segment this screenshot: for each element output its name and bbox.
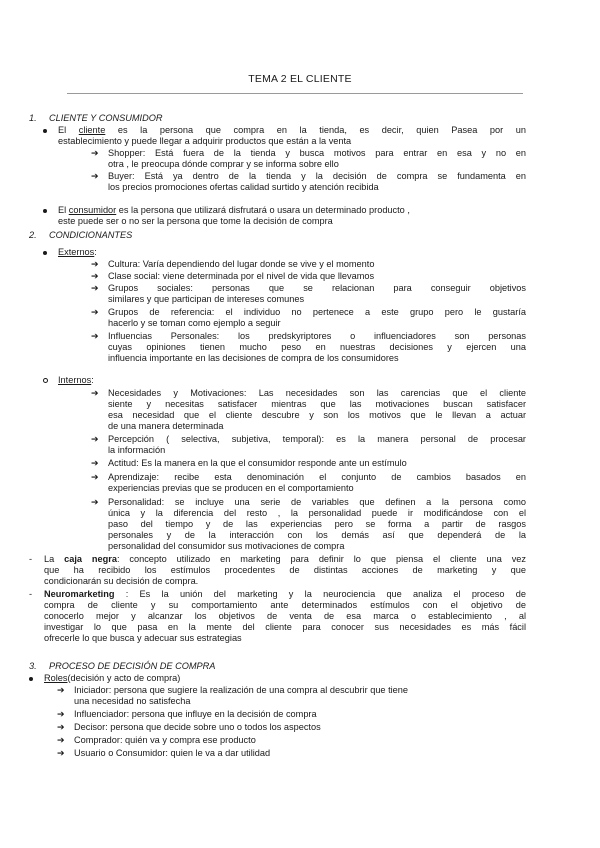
usuario-line: Usuario o Consumidor: quien le va a dar utilidad (74, 748, 271, 758)
arrow-icon: ➔ (91, 458, 99, 468)
cliente-term: cliente (78, 125, 106, 135)
percepcion-line-2: la información (108, 445, 166, 455)
necesidades-line-2: siente y necesitas satisfacer mientras que las motivaciones buscan satisfacer (108, 399, 526, 409)
externos-label: Externos: (58, 247, 97, 257)
dash-marker: - (29, 589, 33, 599)
consumidor-line-1: El consumidor es la persona que utilizará disfrutará o usara un determinado producto , (58, 205, 410, 215)
necesidades-line-1: Necesidades y Motivaciones: Las necesidades son las carencias que el cliente (108, 388, 526, 398)
neuromarketing-line-5: ofrecerle lo que busca y adecuar sus estrategias (44, 633, 242, 643)
cliente-line-1: El cliente es la persona que compra en la tienda, es decir, quien Pasea por un (58, 125, 526, 135)
cultura-line: Cultura: Varía dependiendo del lugar donde se vive y el momento (108, 259, 375, 269)
internos-label: Internos: (58, 375, 94, 385)
clase-social-line: Clase social: viene determinada por el nivel de vida que llevamos (108, 271, 375, 281)
comprador-line: Comprador: quién va y compra ese producto (74, 735, 256, 745)
section-1-number: 1. (29, 113, 37, 123)
dash-marker: - (29, 554, 33, 564)
neuromarketing-line-4: investigar lo que pasa en la mente del cliente para conocer sus necesidades es más fácil (44, 622, 526, 632)
neuromarketing-line-3: conocerlo mejor y alcanzar los objetivos de venta de esa marca o establecimiento , al (44, 611, 526, 621)
aprendizaje-line-2: experiencias previas que se producen en el comportamiento (108, 483, 354, 493)
title-divider (67, 93, 523, 94)
personalidad-line-3: paso del tiempo y de las experiencias pero se forma a partir de rasgos (108, 519, 526, 529)
arrow-icon: ➔ (91, 388, 99, 398)
neuromarketing-line-1: Neuromarketing : Es la unión del marketing y la neurociencia que analiza el proceso de (44, 589, 526, 599)
influenciador-line: Influenciador: persona que influye en la decisión de compra (74, 709, 317, 719)
arrow-icon: ➔ (91, 497, 99, 507)
personalidad-line-1: Personalidad: se incluye una serie de variables que definen a la persona como (108, 497, 526, 507)
arrow-icon: ➔ (57, 685, 65, 695)
decisor-line: Decisor: persona que decide sobre uno o todos los aspectos (74, 722, 321, 732)
consumidor-term: consumidor (68, 205, 117, 215)
aprendizaje-line-1: Aprendizaje: recibe esta denominación el conjunto de cambios basados en (108, 472, 526, 482)
caja-negra-line-1: La caja negra: concepto utilizado en marketing para definir lo que piensa el cliente una vez (44, 554, 526, 564)
grupos-referencia-line-1: Grupos de referencia: el individuo no pertenece a este grupo pero le gustaría (108, 307, 526, 317)
page-title: TEMA 2 EL CLIENTE (248, 73, 352, 85)
bullet-icon (29, 677, 33, 681)
arrow-icon: ➔ (57, 722, 65, 732)
iniciador-line-2: una necesidad no satisfecha (74, 696, 191, 706)
consumidor-line-2: este puede ser o no ser la persona que tome la decisión de compra (58, 216, 333, 226)
buyer-line-1: Buyer: Está ya dentro de la tienda y la decisión de compra se fundamenta en (108, 171, 526, 181)
necesidades-line-3: esa necesidad que el cliente descubre y son los motivos que le llevan a actuar (108, 410, 526, 420)
caja-negra-line-2: que ha recibido los estímulos procedentes de distintas acciones de marketing y que (44, 565, 526, 575)
personalidad-line-5: personalidad del consumidor sus motivaciones de compra (108, 541, 345, 551)
arrow-icon: ➔ (91, 271, 99, 281)
bullet-icon (43, 209, 47, 213)
arrow-icon: ➔ (91, 171, 99, 181)
influencias-line-1: Influencias Personales: los predskyriptores o influenciadores son personas (108, 331, 526, 341)
grupos-referencia-line-2: hacerlo y se toman como ejemplo a seguir (108, 318, 281, 328)
caja-negra-line-3: condicionarán su decisión de compra. (44, 576, 199, 586)
cliente-line-2: establecimiento y puede llegar a adquirir productos que están a la venta (58, 136, 352, 146)
arrow-icon: ➔ (57, 735, 65, 745)
caja-negra-term: caja negra (64, 554, 117, 564)
arrow-icon: ➔ (91, 148, 99, 158)
section-1-heading: CLIENTE Y CONSUMIDOR (49, 113, 163, 123)
section-2-heading: CONDICIONANTES (49, 230, 133, 240)
arrow-icon: ➔ (91, 331, 99, 341)
arrow-icon: ➔ (91, 472, 99, 482)
arrow-icon: ➔ (91, 434, 99, 444)
personalidad-line-2: única y la diferencia del resto , la personalidad puede ir modificándose con el (108, 508, 526, 518)
iniciador-line-1: Iniciador: persona que sugiere la realización de una compra al descubrir que tiene (74, 685, 409, 695)
arrow-icon: ➔ (91, 283, 99, 293)
buyer-line-2: los precios promociones ofertas calidad surtido y atención recibida (108, 182, 379, 192)
influencias-line-2: cuyas opiniones tienen mucho peso en nuestras decisiones y ejercen una (108, 342, 526, 352)
shopper-line-2: otra , le preocupa dónde comprar y se informa sobre ello (108, 159, 339, 169)
shopper-line-1: Shopper: Está fuera de la tienda y busca motivos para entrar en esa y no en (108, 148, 526, 158)
section-3-number: 3. (29, 661, 37, 671)
neuromarketing-term: Neuromarketing (44, 589, 115, 599)
bullet-icon (43, 251, 47, 255)
bullet-icon (43, 378, 48, 383)
personalidad-line-4: personales y de la interacción con los demás así que dependerá de la (108, 530, 526, 540)
arrow-icon: ➔ (57, 748, 65, 758)
percepcion-line-1: Percepción ( selectiva, subjetiva, temporal): es la manera personal de procesar (108, 434, 526, 444)
necesidades-line-4: de una manera determinada (108, 421, 224, 431)
influencias-line-3: influencia importante en las decisiones de compra de los consumidores (108, 353, 399, 363)
bullet-icon (43, 129, 47, 133)
neuromarketing-line-2: compra de cliente y su comportamiento ante determinados estímulos con el objetivo de (44, 600, 526, 610)
arrow-icon: ➔ (57, 709, 65, 719)
arrow-icon: ➔ (91, 259, 99, 269)
actitud-line: Actitud: Es la manera en la que el consumidor responde ante un estímulo (108, 458, 407, 468)
roles-line: Roles(decisión y acto de compra) (44, 673, 181, 683)
grupos-sociales-line-1: Grupos sociales: personas que se relacionan para conseguir objetivos (108, 283, 526, 293)
arrow-icon: ➔ (91, 307, 99, 317)
section-3-heading: PROCESO DE DECISIÓN DE COMPRA (49, 661, 216, 671)
section-2-number: 2. (29, 230, 37, 240)
grupos-sociales-line-2: similares y que participan de intereses comunes (108, 294, 305, 304)
